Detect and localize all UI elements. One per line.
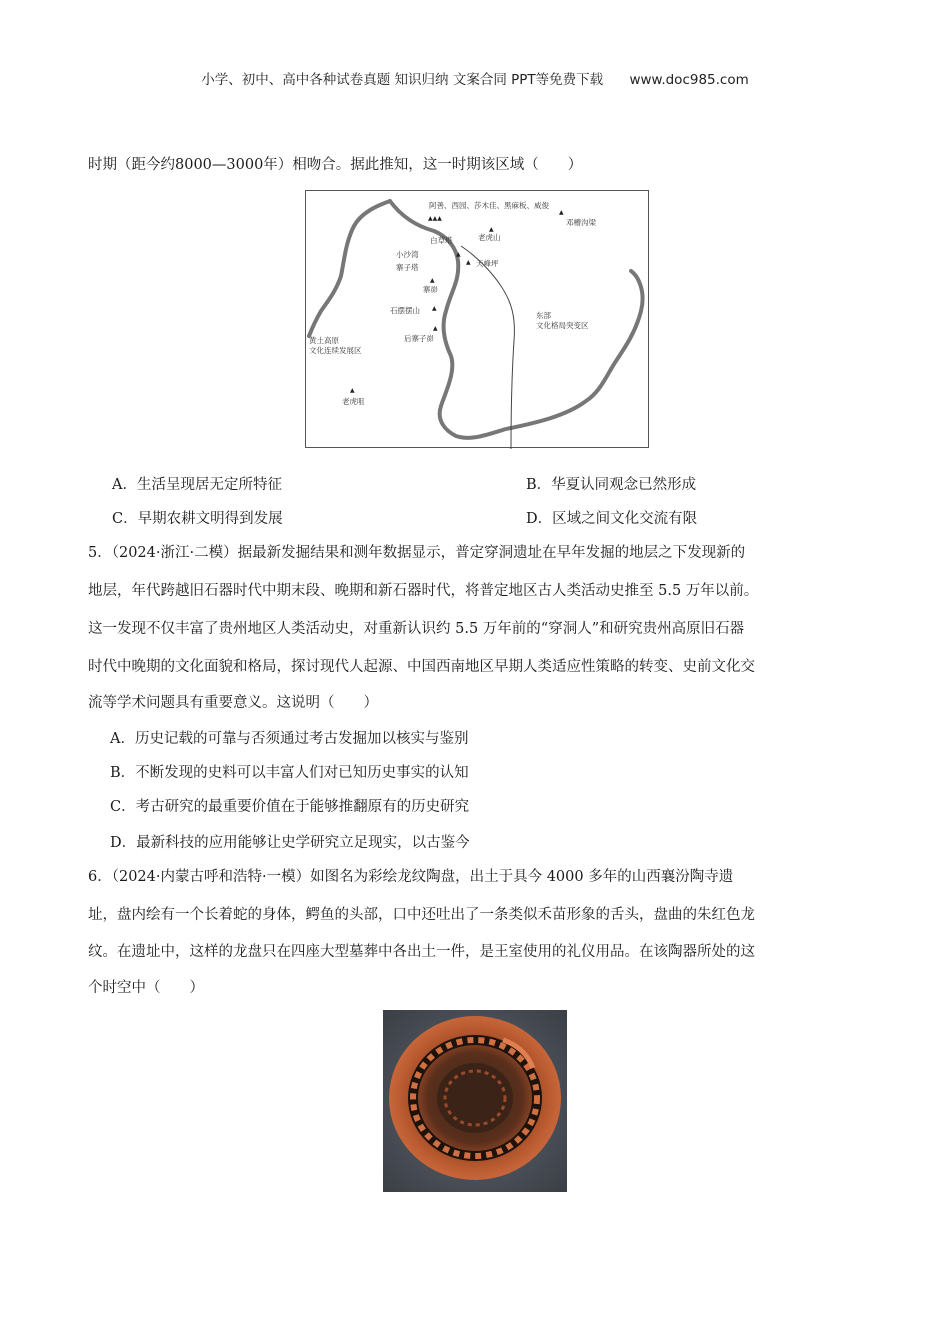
q4-stem-tail: 时期（距今约8000—3000年）相吻合。据此推知，这一时期该区域（ ） (88, 157, 583, 173)
q5-option-a: A．历史记载的可靠与否须通过考古发掘加以核实与鉴别 (110, 731, 469, 747)
map-lines (306, 191, 650, 449)
site-marker-icon: ▲ (350, 387, 355, 394)
archaeology-map (305, 190, 649, 448)
site-marker-icon: ▲ (433, 325, 438, 332)
q5-line: 时代中晚期的文化面貌和格局，探讨现代人起源、中国西南地区早期人类适应性策略的转变、史前文化交 (88, 659, 755, 675)
map-label-xiaoshawan: 小沙湾 (396, 250, 419, 259)
page-header (0, 68, 950, 88)
plate-center (437, 1063, 513, 1133)
site-marker-icon: ▲ (466, 259, 471, 266)
map-label-loess-zone: 黄土高原 文化连续发展区 (309, 336, 362, 355)
q5-line: 这一发现不仅丰富了贵州地区人类活动史，对重新认识约 5.5 万年前的“穿洞人”和研究贵州高原旧石器 (88, 621, 745, 637)
map-label-houzhaizimao: 后寨子峁 (404, 334, 434, 343)
q5-line: 地层，年代跨越旧石器时代中期末段、晚期和新石器时代，将普定地区古人类活动史推至 5.5 万年以前。 (88, 583, 759, 599)
header-site: www.doc985.com (629, 72, 749, 88)
q5-option-b: B．不断发现的史料可以丰富人们对已知历史事实的认知 (110, 765, 469, 781)
map-region-boundary (309, 201, 390, 336)
q5-option-c: C．考古研究的最重要价值在于能够推翻原有的历史研究 (110, 799, 470, 815)
map-label-laohushan: 老虎山 (478, 233, 501, 242)
site-marker-icon: ▲ (489, 226, 494, 233)
site-marker-icon: ▲ (430, 277, 435, 284)
map-label-zhaimao: 寨峁 (423, 285, 438, 294)
q6-line: 个时空中（ ） (88, 980, 204, 996)
map-label-laohuzu: 老虎咀 (342, 397, 365, 406)
q5-line: 5．（2024·浙江·二模）据最新发掘结果和测年数据显示，普定穿洞遗址在早年发掘的地层之下发现新的 (88, 545, 746, 561)
q6-line: 址，盘内绘有一个长着蛇的身体，鳄鱼的头部，口中还吐出了一条类似禾苗形象的舌头，盘曲的朱红色龙 (88, 907, 755, 923)
site-marker-icon: ▲ (432, 305, 437, 312)
q4-option-b: B．华夏认同观念已然形成 (526, 477, 697, 493)
dragon-plate-image (383, 1010, 567, 1192)
header-slogan: 小学、初中、高中各种试卷真题 知识归纳 文案合同 PPT等免费下载 (201, 72, 604, 88)
map-label-dengcaogouliang: 邓槽沟梁 (566, 218, 596, 227)
map-river (390, 201, 643, 438)
map-railway (461, 246, 514, 449)
site-marker-icon: ▲ (456, 251, 461, 258)
map-label-shibaishan: 石摆摆山 (390, 306, 420, 315)
q4-option-c: C．早期农耕文明得到发展 (112, 511, 283, 527)
map-label-north-sites: 阿善、西园、莎木佳、黑麻板、威俊 (429, 201, 549, 210)
q5-line: 流等学术问题具有重要意义。这说明（ ） (88, 695, 378, 711)
q6-line: 6．（2024·内蒙古呼和浩特·一模）如图名为彩绘龙纹陶盘，出土于具今 4000 多年的山西襄汾陶寺遗 (88, 869, 734, 885)
map-label-baicaota: 白草塔 (430, 236, 453, 245)
dragon-plate-photo (383, 1010, 567, 1192)
map-label-zhaizita: 寨子塔 (396, 263, 419, 272)
q5-option-d: D．最新科技的应用能够让史学研究立足现实，以古鉴今 (110, 835, 470, 851)
q4-option-a: A．生活呈现居无定所特征 (112, 477, 282, 493)
site-marker-icon: ▲ (559, 209, 564, 216)
q6-line: 纹。在遗址中，这样的龙盘只在四座大型墓葬中各出土一件，是王室使用的礼仪用品。在该陶器所处的这 (88, 944, 755, 960)
q4-option-d: D．区域之间文化交流有限 (526, 511, 698, 527)
map-label-tianfengping: 天峰坪 (476, 259, 499, 268)
map-label-east-zone: 东部 文化格局突变区 (536, 311, 589, 330)
site-marker-icon: ▲▲▲ (428, 215, 442, 222)
